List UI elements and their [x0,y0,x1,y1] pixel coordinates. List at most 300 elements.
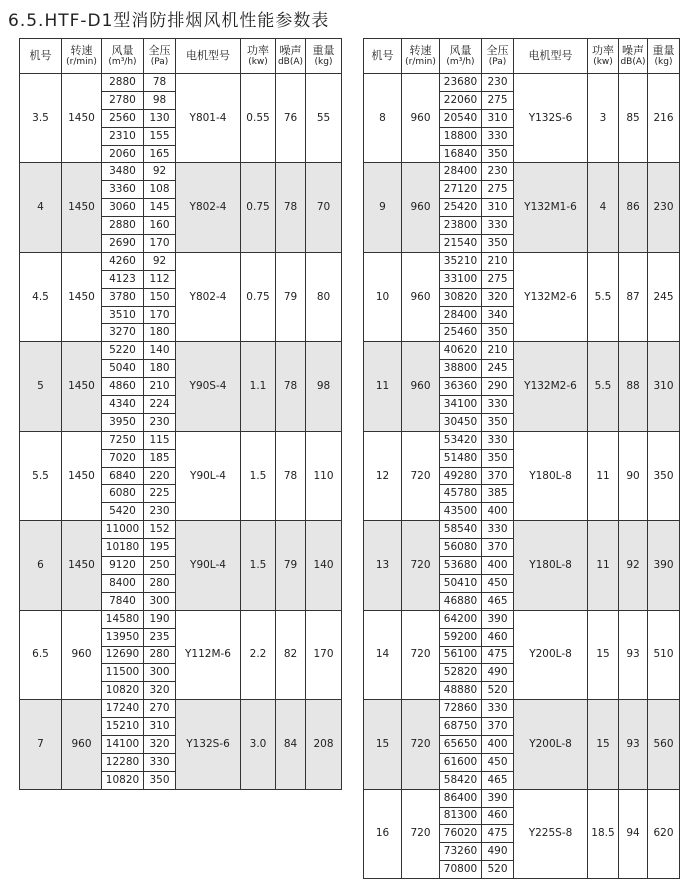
airflow-cell: 35210 [440,252,482,270]
column-header [514,39,588,74]
pressure-cell: 140 [144,342,176,360]
airflow-cell: 3060 [102,199,144,217]
weight-cell: 70 [306,163,342,252]
pressure-cell: 385 [482,485,514,503]
pressure-cell: 165 [144,145,176,163]
noise-cell: 84 [276,700,306,789]
airflow-cell: 2560 [102,109,144,127]
weight-cell: 208 [306,700,342,789]
column-header-unit: (r/min) [66,57,97,67]
weight-cell: 80 [306,252,342,341]
column-header-label: 风量 [111,44,134,57]
column-header [648,39,680,74]
speed-cell: 1450 [62,74,102,163]
airflow-cell: 10180 [102,539,144,557]
column-header-unit: (r/min) [405,57,436,67]
airflow-cell: 21540 [440,235,482,253]
airflow-cell: 11500 [102,664,144,682]
noise-cell: 90 [619,431,648,520]
column-header [306,39,342,74]
weight-cell: 350 [648,431,680,520]
airflow-cell: 30820 [440,288,482,306]
fan-number-cell: 5.5 [20,431,62,520]
column-header-unit: (kg) [654,57,673,67]
noise-cell: 92 [619,521,648,610]
column-header-unit: (kw) [248,57,268,67]
pressure-cell: 460 [482,807,514,825]
airflow-cell: 6080 [102,485,144,503]
speed-cell: 960 [402,342,440,431]
pressure-cell: 275 [482,91,514,109]
table-row [364,610,680,628]
noise-cell: 93 [619,700,648,789]
speed-cell: 1450 [62,252,102,341]
motor-model-cell: Y802-4 [176,252,241,341]
airflow-cell: 6840 [102,467,144,485]
noise-cell: 94 [619,789,648,878]
speed-cell: 960 [402,74,440,163]
column-header-label: 全压 [486,44,509,57]
speed-cell: 1450 [62,342,102,431]
airflow-cell: 56080 [440,539,482,557]
motor-model-cell: Y90L-4 [176,431,241,520]
table-row [364,342,680,360]
airflow-cell: 15210 [102,718,144,736]
airflow-cell: 2880 [102,74,144,92]
pressure-cell: 92 [144,252,176,270]
pressure-cell: 320 [482,288,514,306]
column-header-unit: (m³/h) [446,57,475,67]
column-header-label: 电机型号 [186,49,230,62]
pressure-cell: 350 [482,145,514,163]
airflow-cell: 33100 [440,270,482,288]
table-row [364,789,680,807]
airflow-cell: 7840 [102,592,144,610]
column-header-unit: dB(A) [277,57,304,67]
pressure-cell: 520 [482,861,514,879]
pressure-cell: 310 [144,718,176,736]
column-header-unit: (kg) [314,57,333,67]
motor-model-cell: Y132M1-6 [514,163,588,252]
column-header [276,39,306,74]
power-cell: 0.75 [241,252,276,341]
weight-cell: 245 [648,252,680,341]
column-header [62,39,102,74]
table-row [364,700,680,718]
pressure-cell: 330 [482,217,514,235]
table-row [364,74,680,92]
column-header [144,39,176,74]
airflow-cell: 2060 [102,145,144,163]
pressure-cell: 330 [482,431,514,449]
pressure-cell: 170 [144,306,176,324]
pressure-cell: 350 [482,324,514,342]
pressure-cell: 400 [482,503,514,521]
pressure-cell: 320 [144,735,176,753]
airflow-cell: 3950 [102,413,144,431]
column-header-label: 机号 [29,49,52,62]
column-header-unit: (Pa) [150,57,169,67]
airflow-cell: 28400 [440,306,482,324]
noise-cell: 88 [619,342,648,431]
airflow-cell: 25420 [440,199,482,217]
motor-model-cell: Y180L-8 [514,431,588,520]
column-header-label: 风量 [449,44,472,57]
header-row [20,39,342,74]
pressure-cell: 275 [482,270,514,288]
column-header [402,39,440,74]
speed-cell: 720 [402,789,440,878]
pressure-cell: 130 [144,109,176,127]
airflow-cell: 2310 [102,127,144,145]
pressure-cell: 108 [144,181,176,199]
fan-number-cell: 8 [364,74,402,163]
fan-number-cell: 9 [364,163,402,252]
airflow-cell: 7250 [102,431,144,449]
airflow-cell: 4860 [102,378,144,396]
table-row [20,521,342,539]
pressure-cell: 112 [144,270,176,288]
airflow-cell: 3360 [102,181,144,199]
pressure-cell: 245 [482,360,514,378]
airflow-cell: 46880 [440,592,482,610]
airflow-cell: 56100 [440,646,482,664]
table-row [20,252,342,270]
column-header-label: 功率 [592,44,614,57]
power-cell: 3 [588,74,619,163]
airflow-cell: 23680 [440,74,482,92]
weight-cell: 170 [306,610,342,699]
weight-cell: 98 [306,342,342,431]
pressure-cell: 300 [144,592,176,610]
airflow-cell: 40620 [440,342,482,360]
column-header-label: 噪声 [622,44,644,57]
motor-model-cell: Y132M2-6 [514,252,588,341]
noise-cell: 87 [619,252,648,341]
table-row [20,700,342,718]
noise-cell: 79 [276,521,306,610]
speed-cell: 1450 [62,163,102,252]
weight-cell: 55 [306,74,342,163]
weight-cell: 110 [306,431,342,520]
pressure-cell: 475 [482,825,514,843]
airflow-cell: 58540 [440,521,482,539]
speed-cell: 720 [402,431,440,520]
airflow-cell: 58420 [440,771,482,789]
motor-model-cell: Y112M-6 [176,610,241,699]
noise-cell: 78 [276,342,306,431]
airflow-cell: 14100 [102,735,144,753]
pressure-cell: 370 [482,539,514,557]
power-cell: 5.5 [588,252,619,341]
column-header [440,39,482,74]
airflow-cell: 68750 [440,718,482,736]
airflow-cell: 27120 [440,181,482,199]
column-header-unit: (kw) [593,57,613,67]
pressure-cell: 490 [482,664,514,682]
airflow-cell: 86400 [440,789,482,807]
pressure-cell: 210 [482,342,514,360]
airflow-cell: 3780 [102,288,144,306]
table-row [364,431,680,449]
airflow-cell: 3270 [102,324,144,342]
motor-model-cell: Y132M2-6 [514,342,588,431]
power-cell: 18.5 [588,789,619,878]
power-cell: 0.55 [241,74,276,163]
airflow-cell: 38800 [440,360,482,378]
pressure-cell: 330 [482,127,514,145]
weight-cell: 620 [648,789,680,878]
airflow-cell: 64200 [440,610,482,628]
pressure-cell: 185 [144,449,176,467]
airflow-cell: 2880 [102,217,144,235]
noise-cell: 78 [276,163,306,252]
pressure-cell: 350 [482,413,514,431]
power-cell: 1.1 [241,342,276,431]
fan-number-cell: 4.5 [20,252,62,341]
airflow-cell: 53680 [440,557,482,575]
airflow-cell: 50410 [440,574,482,592]
pressure-cell: 290 [482,378,514,396]
airflow-cell: 4260 [102,252,144,270]
table-row [20,342,342,360]
weight-cell: 140 [306,521,342,610]
column-header-unit: (Pa) [488,57,507,67]
airflow-cell: 76020 [440,825,482,843]
noise-cell: 78 [276,431,306,520]
pressure-cell: 450 [482,753,514,771]
airflow-cell: 22060 [440,91,482,109]
power-cell: 4 [588,163,619,252]
pressure-cell: 460 [482,628,514,646]
airflow-cell: 3510 [102,306,144,324]
airflow-cell: 65650 [440,735,482,753]
airflow-cell: 4340 [102,396,144,414]
table-row [20,610,342,628]
column-header-unit: (m³/h) [108,57,137,67]
pressure-cell: 330 [482,396,514,414]
pressure-cell: 180 [144,324,176,342]
pressure-cell: 390 [482,610,514,628]
fan-number-cell: 6 [20,521,62,610]
speed-cell: 720 [402,610,440,699]
pressure-cell: 330 [144,753,176,771]
noise-cell: 86 [619,163,648,252]
airflow-cell: 4123 [102,270,144,288]
pressure-cell: 92 [144,163,176,181]
pressure-cell: 280 [144,646,176,664]
airflow-cell: 17240 [102,700,144,718]
power-cell: 3.0 [241,700,276,789]
table-row [20,431,342,449]
weight-cell: 216 [648,74,680,163]
pressure-cell: 195 [144,539,176,557]
pressure-cell: 78 [144,74,176,92]
pressure-cell: 170 [144,235,176,253]
speed-cell: 960 [402,163,440,252]
pressure-cell: 520 [482,682,514,700]
column-header [364,39,402,74]
pressure-cell: 370 [482,467,514,485]
fan-number-cell: 13 [364,521,402,610]
pressure-cell: 180 [144,360,176,378]
airflow-cell: 2690 [102,235,144,253]
page-title: 6.5.HTF-D1型消防排烟风机性能参数表 [8,11,330,31]
airflow-cell: 52820 [440,664,482,682]
airflow-cell: 49280 [440,467,482,485]
pressure-cell: 155 [144,127,176,145]
noise-cell: 79 [276,252,306,341]
motor-model-cell: Y200L-8 [514,610,588,699]
table-row [20,163,342,181]
column-header-label: 全压 [148,44,171,57]
pressure-cell: 490 [482,843,514,861]
airflow-cell: 14580 [102,610,144,628]
power-cell: 5.5 [588,342,619,431]
left-performance-table [19,38,342,790]
airflow-cell: 28400 [440,163,482,181]
speed-cell: 720 [402,521,440,610]
airflow-cell: 16840 [440,145,482,163]
pressure-cell: 450 [482,574,514,592]
motor-model-cell: Y200L-8 [514,700,588,789]
fan-number-cell: 12 [364,431,402,520]
fan-number-cell: 4 [20,163,62,252]
noise-cell: 82 [276,610,306,699]
airflow-cell: 12280 [102,753,144,771]
motor-model-cell: Y801-4 [176,74,241,163]
weight-cell: 390 [648,521,680,610]
pressure-cell: 310 [482,109,514,127]
airflow-cell: 25460 [440,324,482,342]
column-header-label: 转速 [70,44,93,57]
pressure-cell: 350 [144,771,176,789]
pressure-cell: 150 [144,288,176,306]
motor-model-cell: Y132S-6 [514,74,588,163]
airflow-cell: 10820 [102,771,144,789]
fan-number-cell: 6.5 [20,610,62,699]
column-header [241,39,276,74]
noise-cell: 85 [619,74,648,163]
pressure-cell: 250 [144,557,176,575]
pressure-cell: 370 [482,718,514,736]
pressure-cell: 475 [482,646,514,664]
pressure-cell: 225 [144,485,176,503]
fan-number-cell: 15 [364,700,402,789]
airflow-cell: 81300 [440,807,482,825]
fan-number-cell: 10 [364,252,402,341]
column-header-label: 功率 [247,44,269,57]
fan-number-cell: 5 [20,342,62,431]
airflow-cell: 9120 [102,557,144,575]
motor-model-cell: Y225S-8 [514,789,588,878]
column-header-unit: dB(A) [620,57,646,67]
column-header [482,39,514,74]
power-cell: 15 [588,700,619,789]
column-header-label: 噪声 [279,44,302,57]
noise-cell: 76 [276,74,306,163]
airflow-cell: 23800 [440,217,482,235]
header-row [364,39,680,74]
pressure-cell: 390 [482,789,514,807]
airflow-cell: 61600 [440,753,482,771]
airflow-cell: 12690 [102,646,144,664]
pressure-cell: 230 [482,163,514,181]
airflow-cell: 43500 [440,503,482,521]
airflow-cell: 8400 [102,574,144,592]
right-performance-table [363,38,680,879]
pressure-cell: 320 [144,682,176,700]
pressure-cell: 230 [482,74,514,92]
speed-cell: 1450 [62,521,102,610]
airflow-cell: 2780 [102,91,144,109]
airflow-cell: 51480 [440,449,482,467]
column-header-label: 机号 [371,49,394,62]
airflow-cell: 70800 [440,861,482,879]
airflow-cell: 13950 [102,628,144,646]
speed-cell: 720 [402,700,440,789]
column-header [102,39,144,74]
pressure-cell: 98 [144,91,176,109]
column-header [176,39,241,74]
speed-cell: 960 [62,700,102,789]
airflow-cell: 11000 [102,521,144,539]
table-row [20,74,342,92]
motor-model-cell: Y180L-8 [514,521,588,610]
power-cell: 15 [588,610,619,699]
airflow-cell: 45780 [440,485,482,503]
column-header-label: 电机型号 [528,49,573,62]
pressure-cell: 350 [482,449,514,467]
table-row [364,252,680,270]
fan-number-cell: 11 [364,342,402,431]
weight-cell: 310 [648,342,680,431]
airflow-cell: 48880 [440,682,482,700]
airflow-cell: 53420 [440,431,482,449]
column-header [619,39,648,74]
weight-cell: 230 [648,163,680,252]
pressure-cell: 230 [144,503,176,521]
column-header-label: 转速 [409,44,432,57]
fan-number-cell: 16 [364,789,402,878]
airflow-cell: 73260 [440,843,482,861]
motor-model-cell: Y90L-4 [176,521,241,610]
pressure-cell: 160 [144,217,176,235]
fan-number-cell: 3.5 [20,74,62,163]
power-cell: 11 [588,431,619,520]
airflow-cell: 7020 [102,449,144,467]
noise-cell: 93 [619,610,648,699]
pressure-cell: 300 [144,664,176,682]
pressure-cell: 340 [482,306,514,324]
airflow-cell: 36360 [440,378,482,396]
table-row [364,521,680,539]
pressure-cell: 210 [482,252,514,270]
power-cell: 0.75 [241,163,276,252]
power-cell: 2.2 [241,610,276,699]
pressure-cell: 230 [144,413,176,431]
column-header-label: 重量 [312,44,335,57]
pressure-cell: 275 [482,181,514,199]
pressure-cell: 330 [482,521,514,539]
airflow-cell: 3480 [102,163,144,181]
pressure-cell: 190 [144,610,176,628]
pressure-cell: 152 [144,521,176,539]
pressure-cell: 210 [144,378,176,396]
table-row [364,163,680,181]
pressure-cell: 224 [144,396,176,414]
pressure-cell: 280 [144,574,176,592]
